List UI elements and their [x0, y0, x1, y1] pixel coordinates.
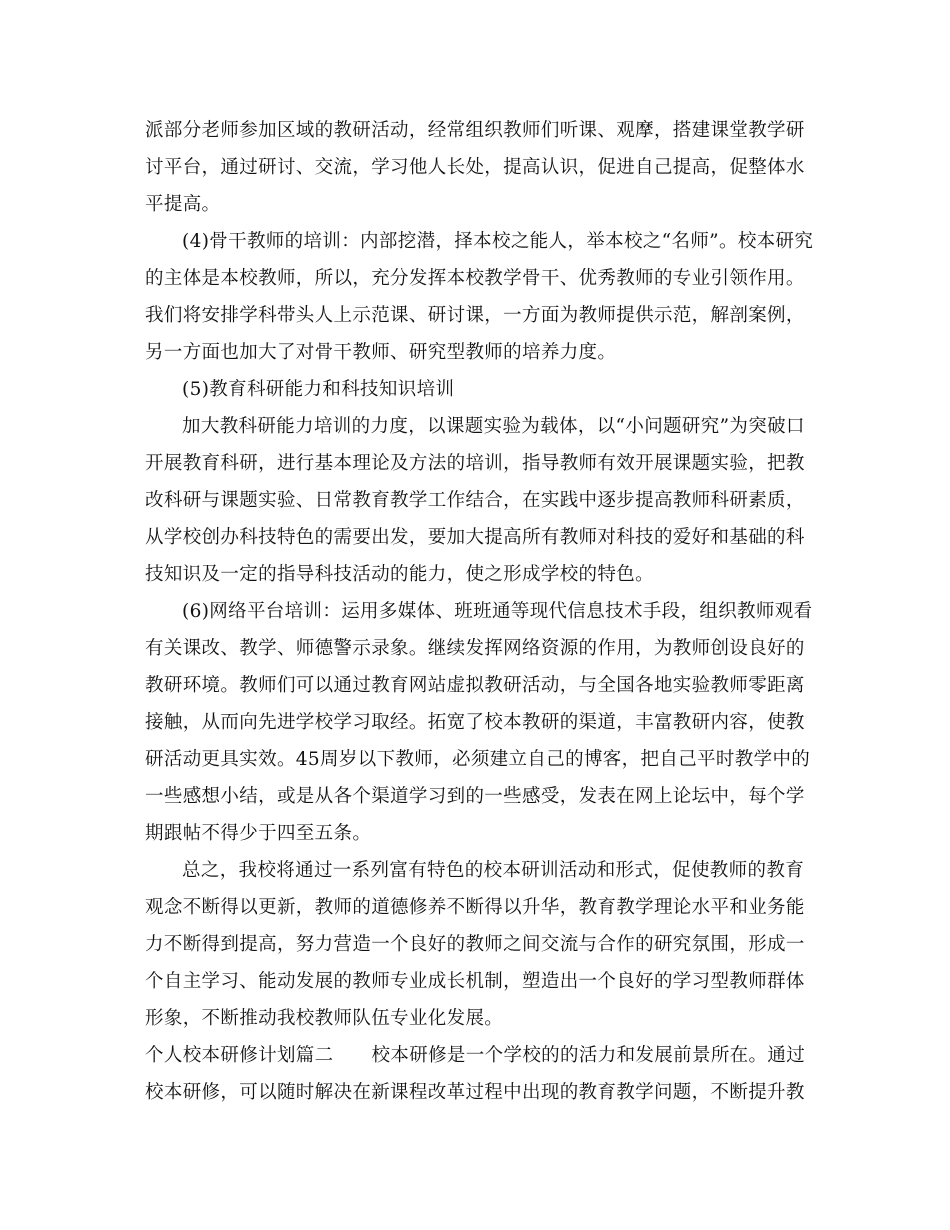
text-line: 讨平台，通过研讨、交流，学习他人长处，提高认识，促进自己提高，促整体水	[145, 157, 805, 178]
text-line: 改科研与课题实验、日常教育教学工作结合，在实践中逐步提高教师科研素质，	[145, 490, 805, 511]
paragraph-first-line: 加大教科研能力培训的力度，以课题实验为载体，以“小问题研究”为突破口	[182, 416, 805, 437]
paragraph-first-line: (4)骨干教师的培训：内部挖潜，择本校之能人，举本校之“名师”。校本研究	[182, 231, 814, 252]
paragraph-first-line: (6)网络平台培训：运用多媒体、班班通等现代信息技术手段，组织教师观看	[182, 601, 813, 622]
text-line: 形象，不断推动我校教师队伍专业化发展。	[145, 1008, 504, 1029]
subheading: (5)教育科研能力和科技知识培训	[182, 379, 455, 400]
section-first-line: 校本研修是一个学校的的活力和发展前景所在。通过	[371, 1045, 806, 1066]
text-line: 派部分老师参加区域的教研活动，经常组织教师们听课、观摩，搭建课堂教学研	[145, 120, 805, 141]
text-line: 的主体是本校教师，所以，充分发挥本校教学骨干、优秀教师的专业引领作用。	[145, 268, 805, 289]
text-line: 我们将安排学科带头人上示范课、研讨课，一方面为教师提供示范，解剖案例，	[145, 305, 805, 326]
text-line: 教研环境。教师们可以通过教育网站虚拟教研活动，与全国各地实验教师零距离	[145, 675, 805, 696]
paragraph-first-line: 总之，我校将通过一系列富有特色的校本研训活动和形式，促使教师的教育	[182, 860, 805, 881]
text-line: 有关课改、教学、师德警示录象。继续发挥网络资源的作用，为教师创设良好的	[145, 638, 805, 659]
text-line: 接触，从而向先进学校学习取经。拓宽了校本教研的渠道，丰富教研内容，使教	[145, 712, 805, 733]
text-line: 技知识及一定的指导科技活动的能力，使之形成学校的特色。	[145, 564, 654, 585]
text-line: 另一方面也加大了对骨干教师、研究型教师的培养力度。	[145, 342, 617, 363]
text-line: 一些感想小结，或是从各个渠道学习到的一些感受，发表在网上论坛中，每个学	[145, 786, 805, 807]
text-line: 期跟帖不得少于四至五条。	[145, 823, 372, 844]
section-heading-line	[145, 1041, 805, 1071]
text-line: 从学校创办科技特色的需要出发，要加大提高所有教师对科技的爱好和基础的科	[145, 527, 805, 548]
section-title: 个人校本研修计划篇二	[145, 1045, 334, 1066]
text-line: 研活动更具实效。45周岁以下教师，必须建立自己的博客，把自己平时教学中的	[145, 749, 811, 770]
text-line: 个自主学习、能动发展的教师专业成长机制，塑造出一个良好的学习型教师群体	[145, 971, 805, 992]
text-line: 平提高。	[145, 194, 221, 215]
text-line: 观念不断得以更新，教师的道德修养不断得以升华，教育教学理论水平和业务能	[145, 897, 805, 918]
text-line: 开展教育科研，进行基本理论及方法的培训，指导教师有效开展课题实验，把教	[145, 453, 805, 474]
text-line: 校本研修，可以随时解决在新课程改革过程中出现的教育教学问题，不断提升教	[145, 1082, 805, 1103]
text-line: 力不断得到提高，努力营造一个良好的教师之间交流与合作的研究氛围，形成一	[145, 934, 805, 955]
